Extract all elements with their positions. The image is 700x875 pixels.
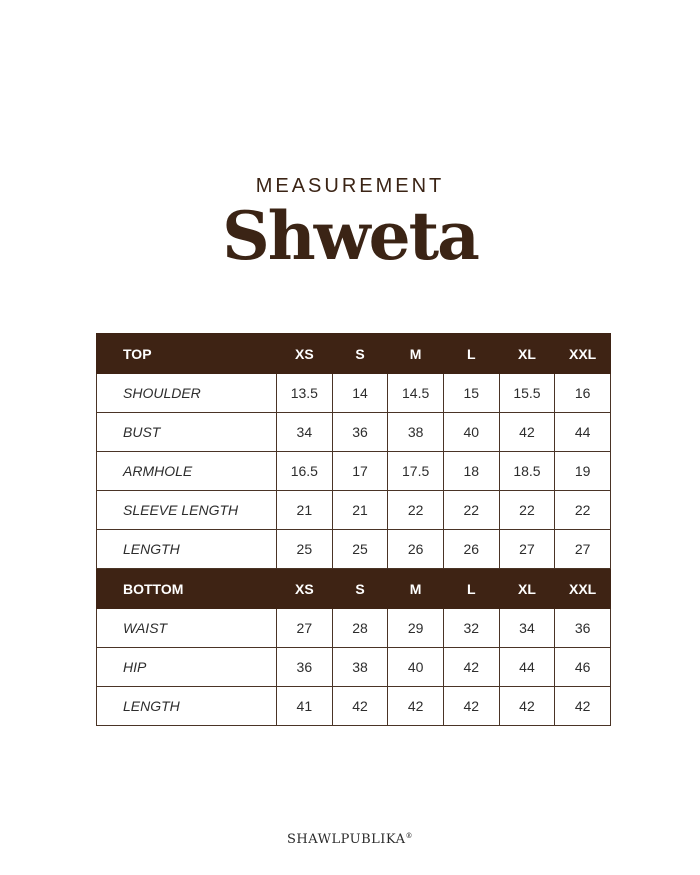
measurement-label: ARMHOLE — [97, 452, 277, 491]
measurement-value: 27 — [555, 530, 611, 569]
measurement-label: BUST — [97, 413, 277, 452]
measurement-value: 22 — [388, 491, 444, 530]
size-header-s: S — [332, 569, 388, 609]
measurement-value: 16.5 — [277, 452, 333, 491]
table-row — [97, 413, 611, 452]
measurement-value: 18.5 — [499, 452, 555, 491]
size-chart-table — [96, 333, 611, 726]
size-header-xxl: XXL — [555, 334, 611, 374]
measurement-value: 42 — [443, 648, 499, 687]
measurement-value: 44 — [499, 648, 555, 687]
size-header-xl: XL — [499, 334, 555, 374]
measurement-value: 32 — [443, 609, 499, 648]
measurement-value: 22 — [443, 491, 499, 530]
measurement-value: 27 — [277, 609, 333, 648]
size-header-xl: XL — [499, 569, 555, 609]
measurement-value: 14 — [332, 374, 388, 413]
size-header-l: L — [443, 569, 499, 609]
table-row — [97, 687, 611, 726]
size-header-s: S — [332, 334, 388, 374]
measurement-value: 36 — [277, 648, 333, 687]
measurement-value: 36 — [555, 609, 611, 648]
measurement-value: 13.5 — [277, 374, 333, 413]
measurement-value: 42 — [443, 687, 499, 726]
measurement-value: 19 — [555, 452, 611, 491]
measurement-label: LENGTH — [97, 530, 277, 569]
measurement-value: 15 — [443, 374, 499, 413]
measurement-value: 29 — [388, 609, 444, 648]
measurement-value: 42 — [332, 687, 388, 726]
measurement-label: SLEEVE LENGTH — [97, 491, 277, 530]
measurement-value: 21 — [277, 491, 333, 530]
top-section-label: TOP — [97, 334, 277, 374]
size-header-m: M — [388, 569, 444, 609]
measurement-value: 40 — [388, 648, 444, 687]
measurement-value: 21 — [332, 491, 388, 530]
measurement-value: 22 — [555, 491, 611, 530]
size-header-l: L — [443, 334, 499, 374]
measurement-label: HIP — [97, 648, 277, 687]
table-row — [97, 491, 611, 530]
measurement-value: 16 — [555, 374, 611, 413]
subtitle: MEASUREMENT — [255, 175, 445, 197]
size-header-xxl: XXL — [555, 569, 611, 609]
measurement-value: 41 — [277, 687, 333, 726]
table-row — [97, 530, 611, 569]
measurement-value: 40 — [443, 413, 499, 452]
measurement-value: 34 — [277, 413, 333, 452]
measurement-value: 38 — [388, 413, 444, 452]
size-header-m: M — [388, 334, 444, 374]
measurement-value: 34 — [499, 609, 555, 648]
measurement-value: 28 — [332, 609, 388, 648]
measurement-label: WAIST — [97, 609, 277, 648]
measurement-value: 42 — [555, 687, 611, 726]
measurement-label: LENGTH — [97, 687, 277, 726]
measurement-value: 42 — [499, 687, 555, 726]
bottom-header-row — [97, 569, 611, 609]
measurement-value: 26 — [443, 530, 499, 569]
measurement-value: 42 — [499, 413, 555, 452]
table-row — [97, 452, 611, 491]
measurement-label: SHOULDER — [97, 374, 277, 413]
measurement-value: 25 — [332, 530, 388, 569]
table-row — [97, 648, 611, 687]
measurement-value: 27 — [499, 530, 555, 569]
size-header-xs: XS — [277, 569, 333, 609]
registered-mark: ® — [405, 832, 413, 840]
measurement-value: 26 — [388, 530, 444, 569]
page-title: Shweta — [222, 197, 478, 275]
top-header-row — [97, 334, 611, 374]
measurement-value: 44 — [555, 413, 611, 452]
table-row — [97, 609, 611, 648]
measurement-value: 46 — [555, 648, 611, 687]
measurement-value: 14.5 — [388, 374, 444, 413]
measurement-value: 38 — [332, 648, 388, 687]
bottom-section-label: BOTTOM — [97, 569, 277, 609]
measurement-value: 36 — [332, 413, 388, 452]
measurement-value: 15.5 — [499, 374, 555, 413]
brand-name: SHAWLPUBLIKA — [287, 832, 406, 847]
measurement-value: 18 — [443, 452, 499, 491]
measurement-value: 42 — [388, 687, 444, 726]
size-header-xs: XS — [277, 334, 333, 374]
measurement-value: 25 — [277, 530, 333, 569]
measurement-value: 22 — [499, 491, 555, 530]
brand-logo — [0, 832, 700, 847]
measurement-value: 17.5 — [388, 452, 444, 491]
measurement-value: 17 — [332, 452, 388, 491]
table-row — [97, 374, 611, 413]
